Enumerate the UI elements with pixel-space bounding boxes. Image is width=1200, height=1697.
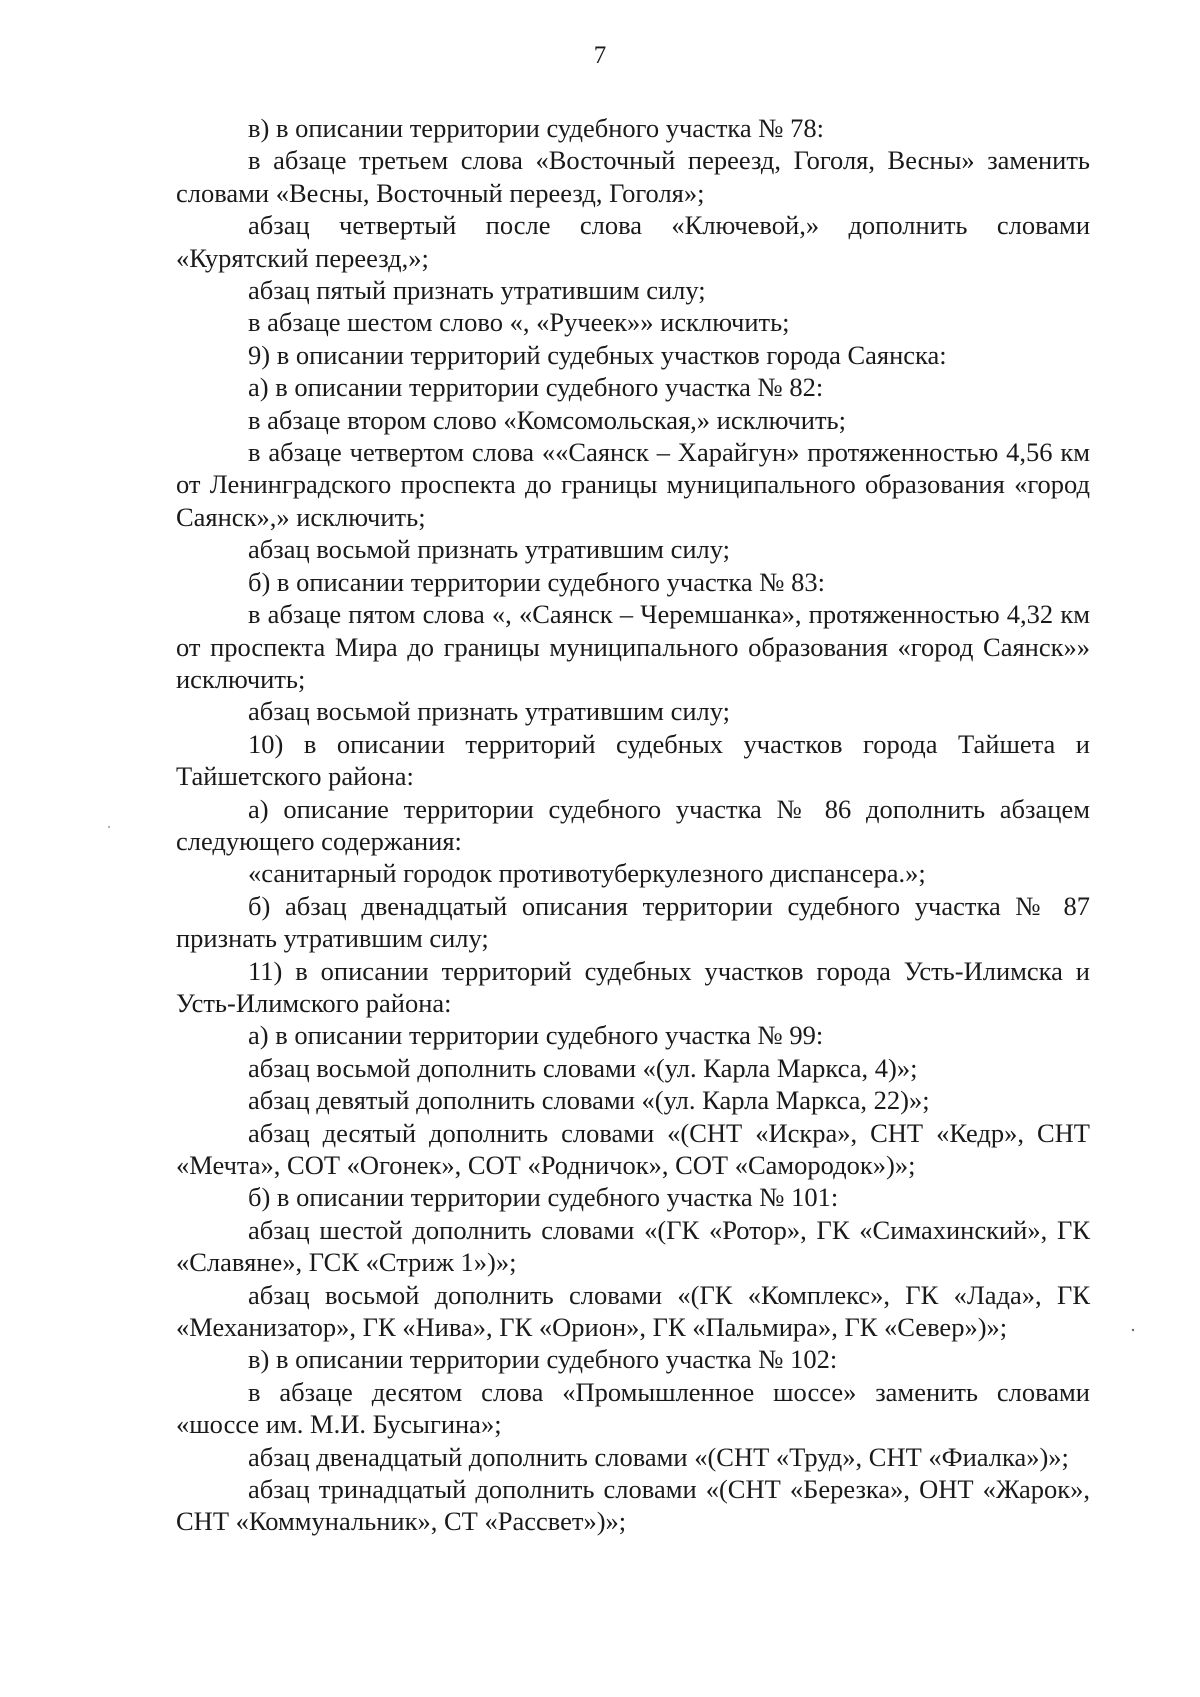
paragraph: в абзаце пятом слова «, «Саянск – Черемшанка», протяженностью 4,32 км от проспекта Мира до границы муниципального образования «город Саянск»» исключить; bbox=[176, 599, 1090, 694]
paragraph: абзац девятый дополнить словами «(ул. Карла Маркса, 22)»; bbox=[248, 1085, 930, 1116]
page-number: 7 bbox=[593, 42, 607, 69]
paragraph: в абзаце третьем слова «Восточный переезд, Гоголя, Весны» заменить словами «Весны, Восточный переезд, Гоголя»; bbox=[176, 145, 1090, 208]
paragraph: в абзаце шестом слово «, «Ручеек»» исключить; bbox=[248, 307, 790, 338]
paragraph: абзац шестой дополнить словами «(ГК «Ротор», ГК «Симахинский», ГК «Славяне», ГСК «Стриж 1»)»; bbox=[176, 1214, 1090, 1278]
document-body bbox=[176, 112, 1090, 1538]
paragraph: абзац двенадцатый дополнить словами «(СНТ «Труд», СНТ «Фиалка»)»; bbox=[248, 1441, 1069, 1472]
paragraph: 10) в описании территорий судебных участков города Тайшета и Тайшетского района: bbox=[176, 728, 1090, 792]
paragraph: а) в описании территории судебного участка № 99: bbox=[248, 1020, 824, 1051]
paragraph: в) в описании территории судебного участка № 78: bbox=[248, 113, 825, 143]
paragraph: абзац тринадцатый дополнить словами «(СНТ «Березка», ОНТ «Жарок», СНТ «Коммунальник», СТ «Рассвет»)»; bbox=[176, 1474, 1090, 1537]
paragraph: в абзаце втором слово «Комсомольская,» исключить; bbox=[248, 404, 847, 435]
paragraph: 11) в описании территорий судебных участков города Усть-Илимска и Усть-Илимского района: bbox=[176, 955, 1090, 1018]
scan-speck bbox=[1132, 1329, 1134, 1331]
scan-speck bbox=[108, 826, 110, 828]
paragraph: а) в описании территории судебного участка № 82: bbox=[248, 372, 824, 403]
paragraph: в) в описании территории судебного участка № 102: bbox=[248, 1344, 838, 1375]
paragraph: абзац десятый дополнить словами «(СНТ «Искра», СНТ «Кедр», СНТ «Мечта», СОТ «Огонек», СОТ «Родничок», СОТ «Самородок»)»; bbox=[176, 1117, 1090, 1180]
paragraph: б) в описании территории судебного участка № 101: bbox=[248, 1182, 839, 1213]
paragraph: в абзаце четвертом слова ««Саянск – Харайгун» протяженностью 4,56 км от Ленинградского проспекта до границы муниципального образования «город Саянск»,» исключить; bbox=[176, 437, 1090, 532]
paragraph: абзац восьмой дополнить словами «(ул. Карла Маркса, 4)»; bbox=[248, 1052, 918, 1083]
paragraph: «санитарный городок противотуберкулезного диспансера.»; bbox=[248, 858, 926, 889]
paragraph: в абзаце десятом слова «Промышленное шоссе» заменить словами «шоссе им. М.И. Бусыгина»; bbox=[176, 1376, 1090, 1440]
paragraph: 9) в описании территорий судебных участков города Саянска: bbox=[248, 339, 947, 370]
paragraph: абзац четвертый после слова «Ключевой,» дополнить словами «Курятский переезд,»; bbox=[176, 210, 1090, 273]
paragraph: абзац восьмой признать утратившим силу; bbox=[248, 696, 730, 727]
paragraph: б) абзац двенадцатый описания территории судебного участка № 87 признать утратившим силу; bbox=[176, 890, 1090, 954]
paragraph: а) описание территории судебного участка № 86 дополнить абзацем следующего содержания: bbox=[176, 793, 1090, 856]
paragraph: абзац восьмой дополнить словами «(ГК «Комплекс», ГК «Лада», ГК «Механизатор», ГК «Нива», ГК «Орион», ГК «Пальмира», ГК «Север»)»; bbox=[176, 1279, 1090, 1343]
paragraph: б) в описании территории судебного участка № 83: bbox=[248, 566, 825, 597]
paragraph: абзац пятый признать утратившим силу; bbox=[248, 275, 706, 306]
paragraph: абзац восьмой признать утратившим силу; bbox=[248, 534, 730, 565]
